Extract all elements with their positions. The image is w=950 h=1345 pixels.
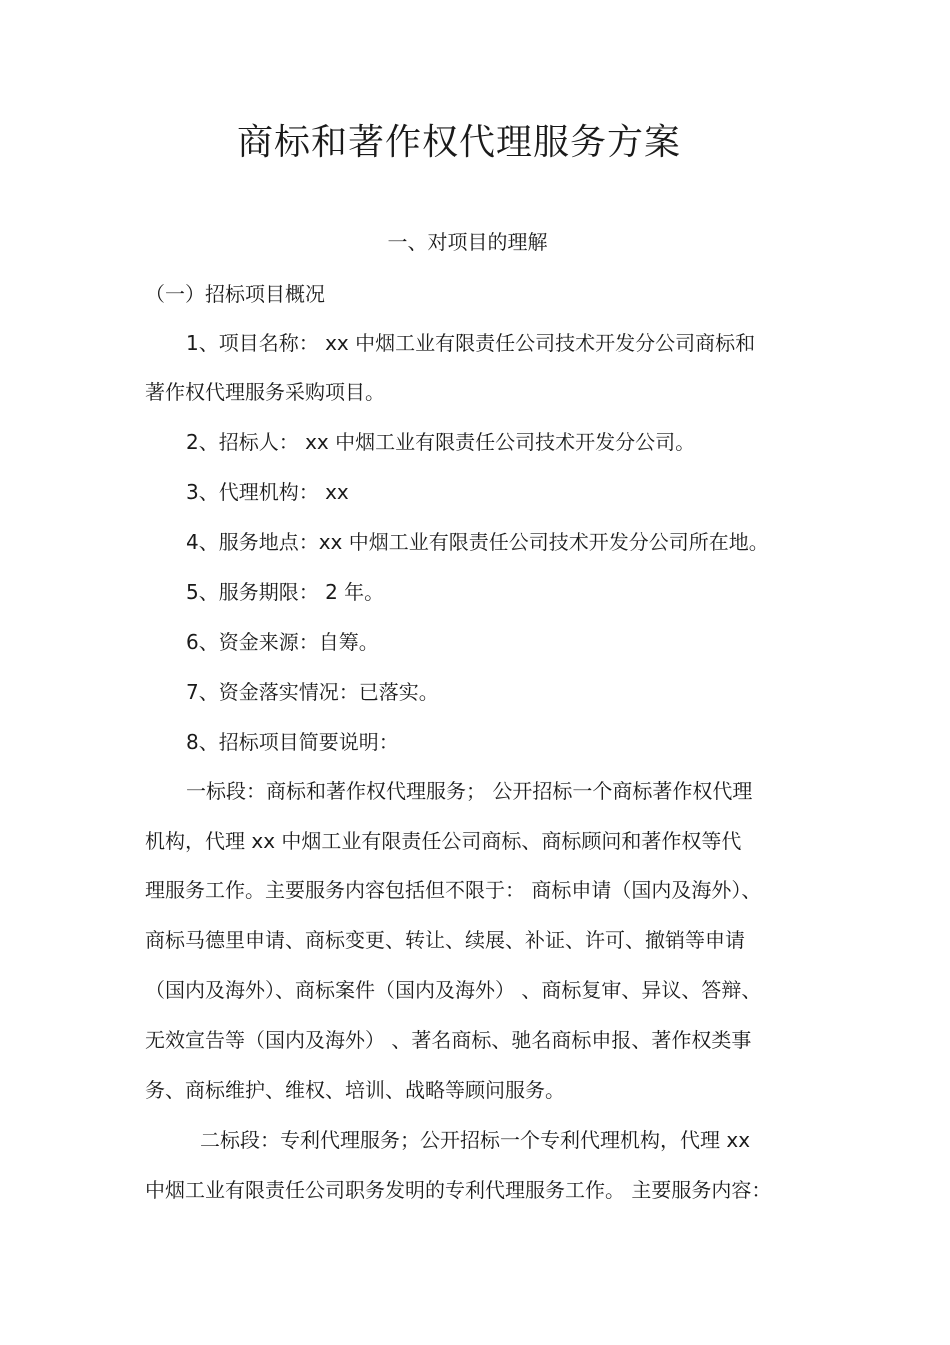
lot1-line: 理服务工作。主要服务内容包括但不限于： 商标申请（国内及海外）、: [145, 878, 762, 902]
item-service-period: 5、服务期限： 2 年。: [186, 580, 385, 604]
lot1-line: 务、商标维护、维权、培训、战略等顾问服务。: [145, 1078, 565, 1102]
item-project-name-line2: 著作权代理服务采购项目。: [145, 380, 385, 404]
section-heading: 一、对项目的理解: [387, 230, 548, 254]
lot1-line: （国内及海外）、商标案件（国内及海外） 、商标复审、异议、答辩、: [145, 978, 762, 1002]
item-fund-source: 6、资金来源：自筹。: [186, 630, 379, 654]
lot1-line: 一标段：商标和著作权代理服务； 公开招标一个商标著作权代理: [186, 779, 753, 803]
lot2-line: 二标段：专利代理服务；公开招标一个专利代理机构，代理 xx: [200, 1128, 751, 1152]
item-service-location: 4、服务地点：xx 中烟工业有限责任公司技术开发分公司所在地。: [186, 530, 769, 554]
lot1-line: 无效宣告等（国内及海外） 、著名商标、驰名商标申报、著作权类事: [145, 1028, 752, 1052]
item-brief-description: 8、招标项目简要说明：: [186, 730, 399, 754]
item-fund-status: 7、资金落实情况：已落实。: [186, 680, 439, 704]
lot1-line: 机构，代理 xx 中烟工业有限责任公司商标、商标顾问和著作权等代: [145, 829, 742, 853]
lot1-line: 商标马德里申请、商标变更、转让、续展、补证、许可、撤销等申请: [145, 928, 745, 952]
document-title: 商标和著作权代理服务方案: [236, 122, 681, 163]
lot2-line: 中烟工业有限责任公司职务发明的专利代理服务工作。 主要服务内容：: [145, 1178, 772, 1202]
item-agency: 3、代理机构： xx: [186, 480, 349, 504]
item-tenderer: 2、招标人： xx 中烟工业有限责任公司技术开发分公司。: [186, 430, 696, 454]
item-project-name-line1: 1、项目名称： xx 中烟工业有限责任公司技术开发分公司商标和: [186, 331, 756, 355]
subsection-heading: （一）招标项目概况: [145, 282, 325, 306]
